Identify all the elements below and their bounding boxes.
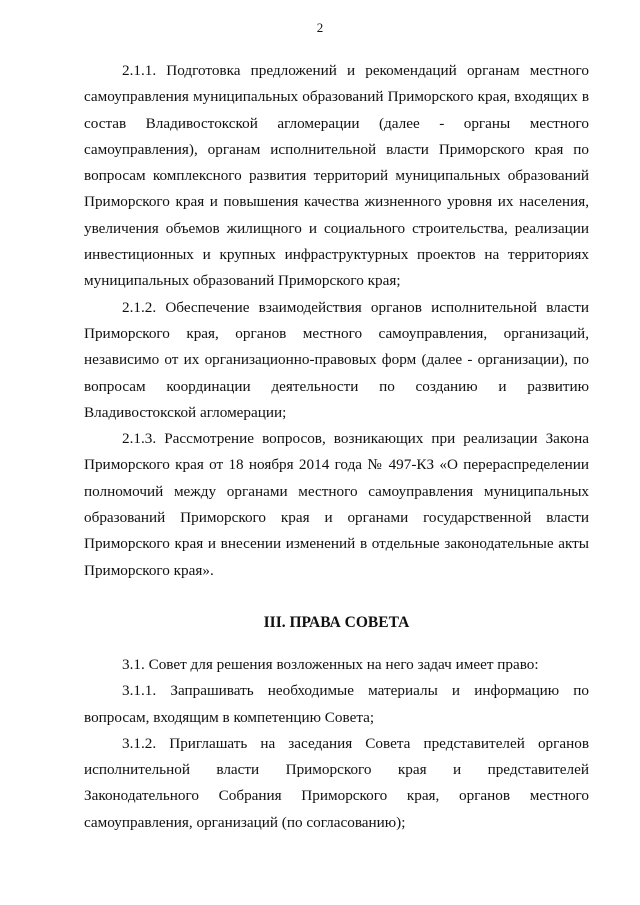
paragraph-3-1-2: 3.1.2. Приглашать на заседания Совета представителей органов исполнительной власти Приморского края и представителей Законодательного Собрания Приморского края, органов местного самоуправления, организаций (по согласованию); [84,734,589,831]
paragraph-2-1-3: 2.1.3. Рассмотрение вопросов, возникающих при реализации Закона Приморского края от 18 ноября 2014 года № 497-КЗ «О перераспределении полномочий между органами местного самоуправления муниципальных образований Приморского края и органами государственной власти Приморского края и внесении изменений в отдельные законодательные акты Приморского края». [84,430,589,579]
paragraph-2-1-1: 2.1.1. Подготовка предложений и рекомендаций органам местного самоуправления муниципальных образований Приморского края, входящих в состав Владивостокской агломерации (далее - органы местного самоуправления), органам исполнительной власти Приморского края по вопросам комплексного развития территорий муниципальных образований Приморского края и повышения качества жизненного уровня их населения, увеличения объемов жилищного и социального строительства, реализации инвестиционных и крупных инфраструктурных проектов на территориях муниципальных образований Приморского края; [84,62,589,290]
page-number: 2 [316,20,324,35]
paragraph-3-1: 3.1. Совет для решения возложенных на него задач имеет право: [122,655,539,673]
section-heading: III. ПРАВА СОВЕТА [263,613,410,631]
paragraph-3-1-1: 3.1.1. Запрашивать необходимые материалы и информацию по вопросам, входящим в компетенцию Совета; [84,682,589,726]
document-body [84,58,589,836]
paragraph-2-1-2: 2.1.2. Обеспечение взаимодействия органов исполнительной власти Приморского края, органов местного самоуправления, организаций, независимо от их организационно-правовых форм (далее - организации), по вопросам координации деятельности по созданию и развитию Владивостокской агломерации; [84,298,589,421]
